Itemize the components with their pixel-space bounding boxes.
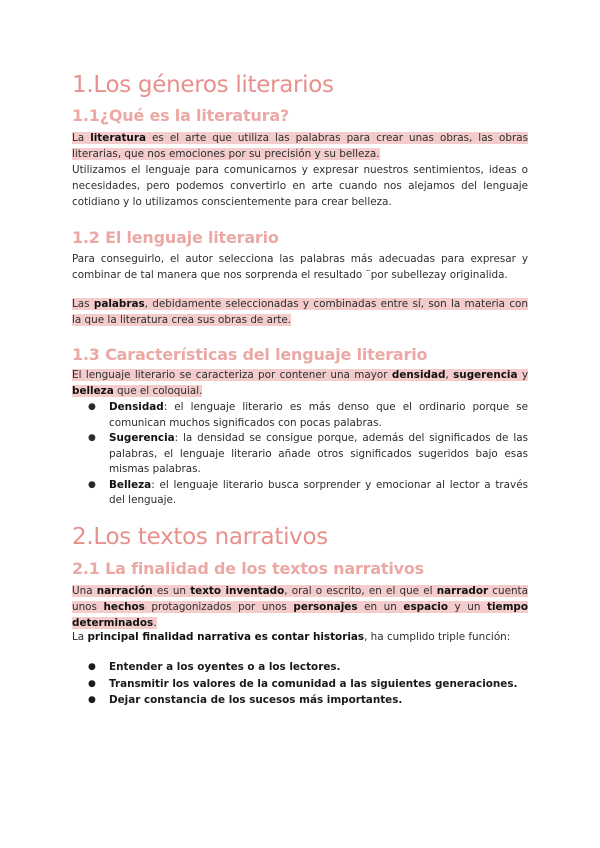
bullet-icon: ● [88,479,96,490]
bullet-icon: ● [88,662,96,672]
section-1-1-title: 1.1¿Qué es la literatura? [72,106,290,125]
list-item: ● Transmitir los valores de la comunidad a las siguientes generaciones. [72,677,528,693]
section-1-title: 1.Los géneros literarios [72,72,334,98]
functions-list [72,660,528,710]
section-1-1-paragraph-1: La literatura es el arte que utiliza las palabras para crear unas obras, las obras literarias, que nos emociones por su precisión y su belleza. [72,132,528,160]
section-1-3-title: 1.3 Características del lenguaje literario [72,345,428,364]
bullet-icon: ● [88,695,96,705]
bullet-icon: ● [88,402,96,412]
bullet-icon: ● [88,433,96,443]
section-2-1-title: 2.1 La finalidad de los textos narrativos [72,559,424,578]
section-1-2-paragraph-1: Para conseguirlo, el autor selecciona las palabras más adecuadas para expresar y combinar de tal manera que nos sorprenda el resultado ¨por subellezay originalida. [72,253,528,281]
section-2-1-paragraph-1: Una narración es un texto inventado, oral o escrito, en el que el narrador cuenta unos hechos protagonizados por unos personajes en un espacio y un tiempo determinados. [72,585,529,629]
section-2-1-paragraph-2: La principal finalidad narrativa es contar historias, ha cumplido triple función: [72,631,511,643]
list-item: ● Entender a los oyentes o a los lectores. [72,660,528,676]
list-item: ● Densidad: el lenguaje literario es más denso que el ordinario porque se comunican muchos significados con pocas palabras. [88,401,528,429]
section-1-2-paragraph-2: Las palabras, debidamente seleccionadas y combinadas entre sí, son la materia con la que la literatura crea sus obras de arte. [72,298,528,326]
bullet-icon: ● [88,678,96,689]
section-1-2-title: 1.2 El lenguaje literario [72,228,279,247]
section-1-1-paragraph-2: Utilizamos el lenguaje para comunicarnos y expresar nuestros sentimientos, ideas o necesidades, pero podemos convertirlo en arte cuando nos alejamos del lenguaje cotidiano y lo utilizamos conscientemente para crear belleza. [72,164,528,208]
characteristics-list [72,400,528,509]
list-item: ● Dejar constancia de los sucesos más importantes. [72,693,528,709]
section-1-3-paragraph: El lenguaje literario se caracteriza por contener una mayor densidad, sugerencia y belleza que el coloquial. [72,369,528,397]
list-item: ● Sugerencia: la densidad se consigue porque, además del significados de las palabras, el lenguaje literario añade otros significados sugeridos bajo esas mismas palabras. [88,432,528,475]
section-2-title: 2.Los textos narrativos [72,524,328,550]
list-item: ● Belleza: el lenguaje literario busca sorprender y emocionar al lector a través del lenguaje. [88,478,528,506]
